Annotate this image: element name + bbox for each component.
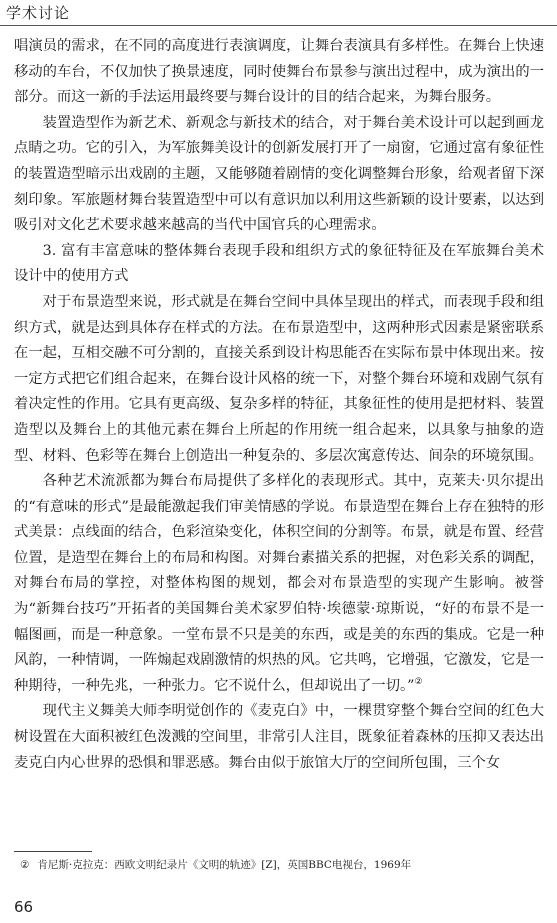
- page-number: 66: [14, 898, 34, 916]
- page-header: [0, 0, 557, 26]
- footnote-rule: [14, 851, 92, 852]
- paragraph-4-text: 各种艺术流派都为舞台布局提供了多样化的表现形式。其中，克莱夫·贝尔提出的“有意味的形式”是最能激起我们审美情感的学说。布景造型在舞台上存在独特的形式美景：点线面的结合，色彩渲染变化，体积空间的分割等。布景，就是布置、经营位置，是造型在舞台上的布局和构图。对舞台素描关系的把握，对色彩关系的调配，对舞台布局的掌控，对整体构图的规划，都会对布景造型的实现产生影响。被誉为“新舞台技巧”开拓者的美国舞台美术家罗伯特·埃德蒙·琼斯说，“好的布景不是一幅图画，而是一种意象。一堂布景不只是美的东西，或是美的东西的集成。它是一种风韵，一种情调，一阵煽起戏剧激情的炽热的风。它共鸣，它增强，它激发，它是一种期待，一种先兆，一种张力。它不说什么，但却说出了一切。”: [14, 473, 544, 694]
- footnote-text: 肯尼斯·克拉克：西欧文明纪录片《文明的轨迹》[Z]，英国BBC电视台，1969年: [37, 859, 412, 871]
- article-body: [14, 34, 544, 776]
- paragraph-3: 对于布景造型来说，形式就是在舞台空间中具体呈现出的样式，而表现手段和组织方式，就是达到具体存在样式的方法。在布景造型中，这两种形式因素是紧密联系在一起，互相交融不可分割的，直接关系到设计构思能否在实际布景中体现出来。按一定方式把它们组合起来，在舞台设计风格的统一下，对整个舞台环境和戏剧气氛有着决定性的作用。它具有更高级、复杂多样的特征，其象征性的使用是把材料、装置造型以及舞台上的其他元素在舞台上所起的作用统一组合起来，以具象与抽象的造型、材料、色彩等在舞台上创造出一种复杂的、多层次寓意传达、间杂的环境氛围。: [14, 293, 544, 464]
- footnote-reference[interactable]: ②: [414, 677, 423, 688]
- footnote: [14, 857, 549, 873]
- footnote-mark: ②: [20, 859, 30, 871]
- paragraph-1: 唱演员的需求，在不同的高度进行表演调度，让舞台表演具有多样性。在舞台上快速移动的车台，不仅加快了换景速度，同时使舞台布景参与演出过程中，成为演出的一部分。而这一新的手法运用最终要与舞台设计的目的结合起来，为舞台服务。: [14, 38, 544, 106]
- paragraph-4: [14, 469, 544, 699]
- paragraph-5: 现代主义舞美大师李明觉创作的《麦克白》中，一棵贯穿整个舞台空间的红色大树设置在大面积被红色泼溅的空间里，非常引人注目，既象征着森林的压抑又表达出麦克白内心世界的恐惧和罪恶感。舞台由似于旅馆大厅的空间所包围，三个女: [14, 703, 544, 771]
- section-heading-3: 3. 富有丰富意味的整体舞台表现手段和组织方式的象征特征及在军旅舞台美术设计中的使用方式: [14, 242, 544, 285]
- running-head-title: 学术讨论: [6, 4, 71, 22]
- paragraph-2: 装置造型作为新艺术、新观念与新技术的结合，对于舞台美术设计可以起到画龙点睛之功。它的引入，为军旅舞美设计的创新发展打开了一扇窗，它通过富有象征性的装置造型暗示出戏剧的主题，又能够随着剧情的变化调整舞台形象，给观者留下深刻印象。军旅题材舞台装置造型中可以有意识加以利用这些新颖的设计要素，以达到吸引对文化艺术要求越来越高的当代中国官兵的心理需求。: [14, 114, 544, 234]
- header-rule: [0, 25, 557, 26]
